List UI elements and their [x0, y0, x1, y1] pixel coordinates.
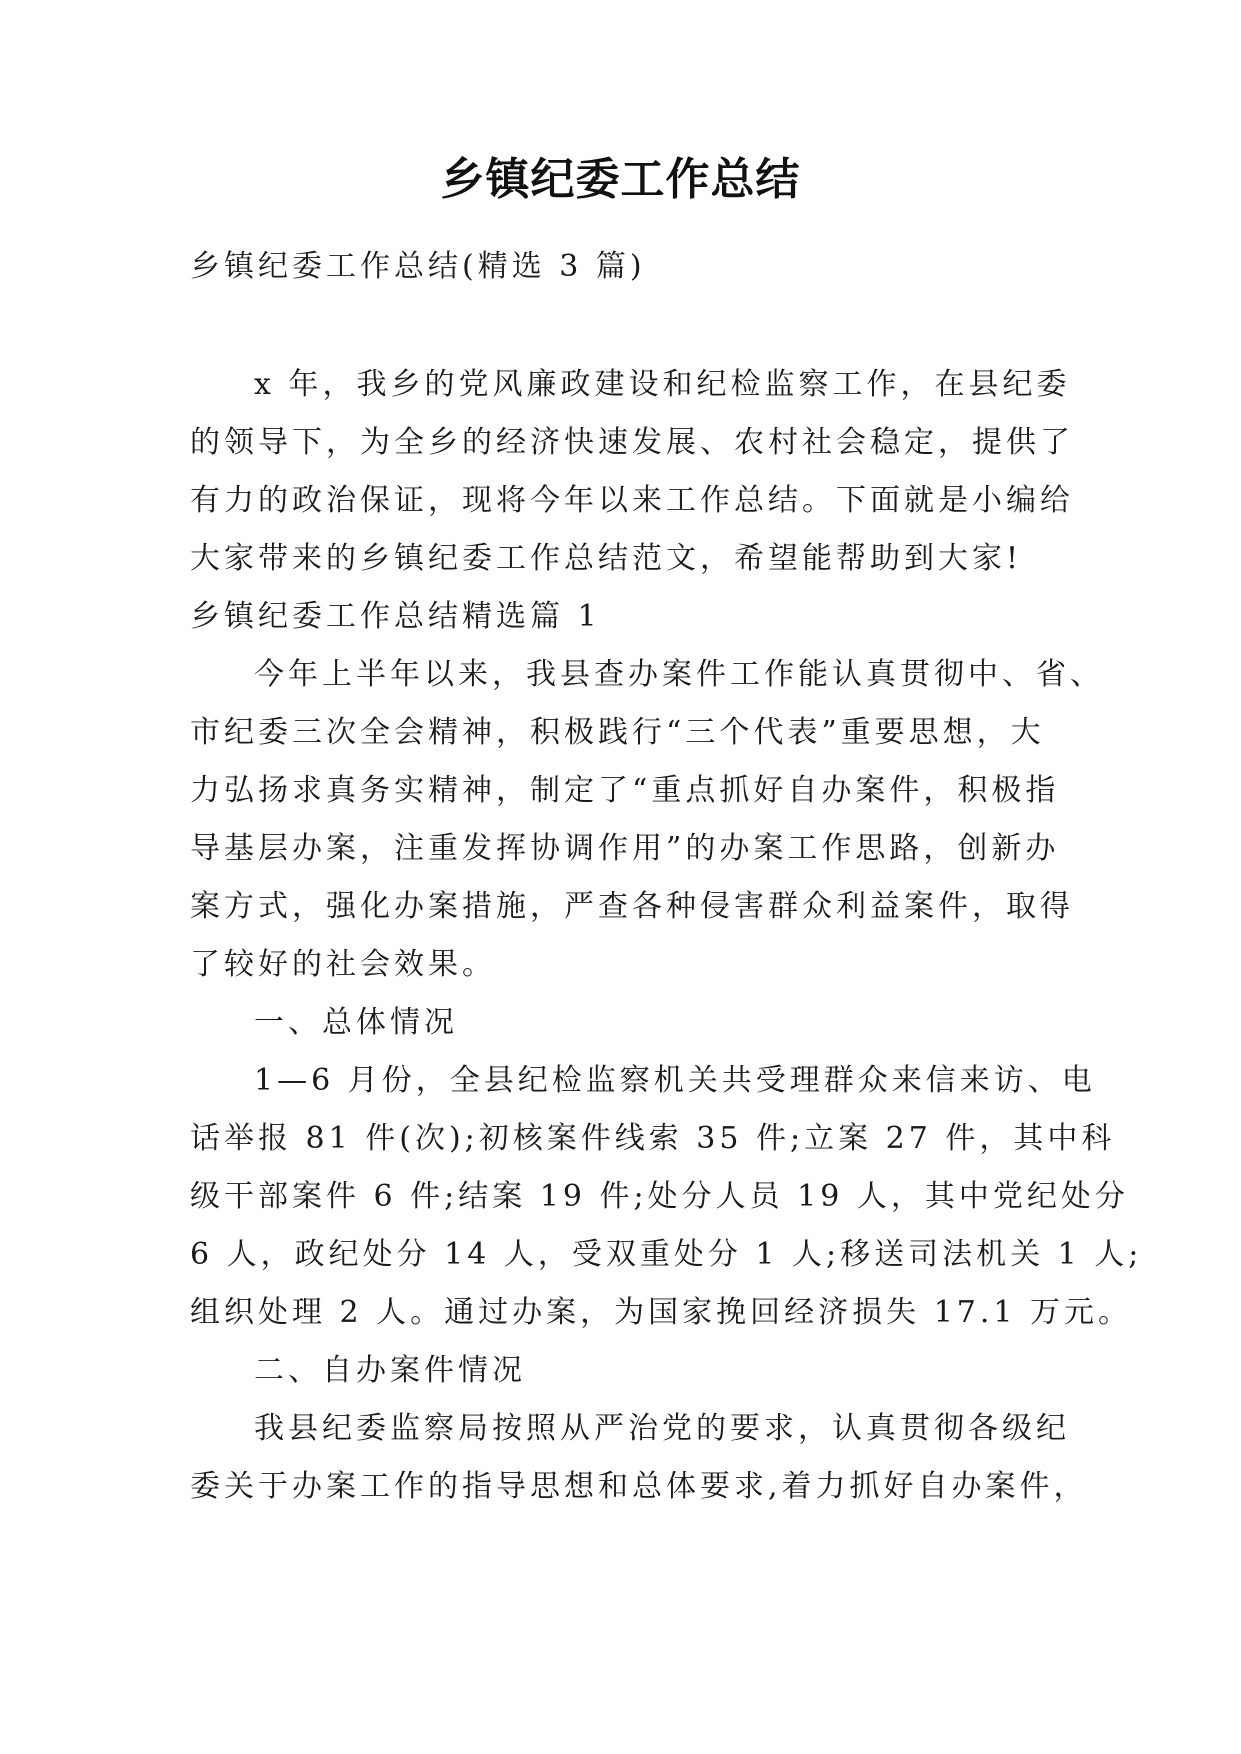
intro-line: 大家带来的乡镇纪委工作总结范文，希望能帮助到大家!	[190, 541, 1023, 576]
intro-line: x 年，我乡的党风廉政建设和纪检监察工作，在县纪委	[254, 367, 1071, 402]
paragraph-line: 案方式，强化办案措施，严查各种侵害群众利益案件，取得	[190, 889, 1074, 924]
section-heading: 乡镇纪委工作总结精选篇 1	[190, 599, 601, 634]
paragraph-line: 了较好的社会效果。	[190, 947, 496, 982]
paragraph-line: 导基层办案，注重发挥协调作用”的办案工作思路，创新办	[190, 831, 1060, 866]
paragraph-line: 6 人，政纪处分 14 人，受双重处分 1 人;移送司法机关 1 人;	[190, 1237, 1143, 1272]
paragraph-line: 1—6 月份，全县纪检监察机关共受理群众来信来访、电	[254, 1063, 1096, 1098]
intro-line: 有力的政治保证，现将今年以来工作总结。下面就是小编给	[190, 483, 1074, 518]
paragraph-line: 级干部案件 6 件;结案 19 件;处分人员 19 人，其中党纪处分	[190, 1179, 1129, 1214]
paragraph-line: 今年上半年以来，我县查办案件工作能认真贯彻中、省、	[254, 657, 1104, 692]
paragraph-line: 话举报 81 件(次);初核案件线索 35 件;立案 27 件，其中科	[190, 1121, 1116, 1156]
paragraph-line: 市纪委三次全会精神，积极践行“三个代表”重要思想，大	[190, 715, 1045, 750]
paragraph-line: 我县纪委监察局按照从严治党的要求，认真贯彻各级纪	[254, 1411, 1070, 1446]
paragraph-line: 力弘扬求真务实精神，制定了“重点抓好自办案件，积极指	[190, 773, 1060, 808]
document-title: 乡镇纪委工作总结	[440, 154, 801, 205]
paragraph-line: 组织处理 2 人。通过办案，为国家挽回经济损失 17.1 万元。	[190, 1295, 1133, 1330]
document-body	[190, 238, 1143, 1738]
subheading-overall: 一、总体情况	[254, 1005, 458, 1040]
document-subtitle: 乡镇纪委工作总结(精选 3 篇)	[190, 249, 646, 284]
subheading-own-cases: 二、自办案件情况	[254, 1353, 526, 1388]
paragraph-line: 委关于办案工作的指导思想和总体要求,着力抓好自办案件，	[190, 1469, 1088, 1504]
intro-line: 的领导下，为全乡的经济快速发展、农村社会稳定，提供了	[190, 425, 1074, 460]
